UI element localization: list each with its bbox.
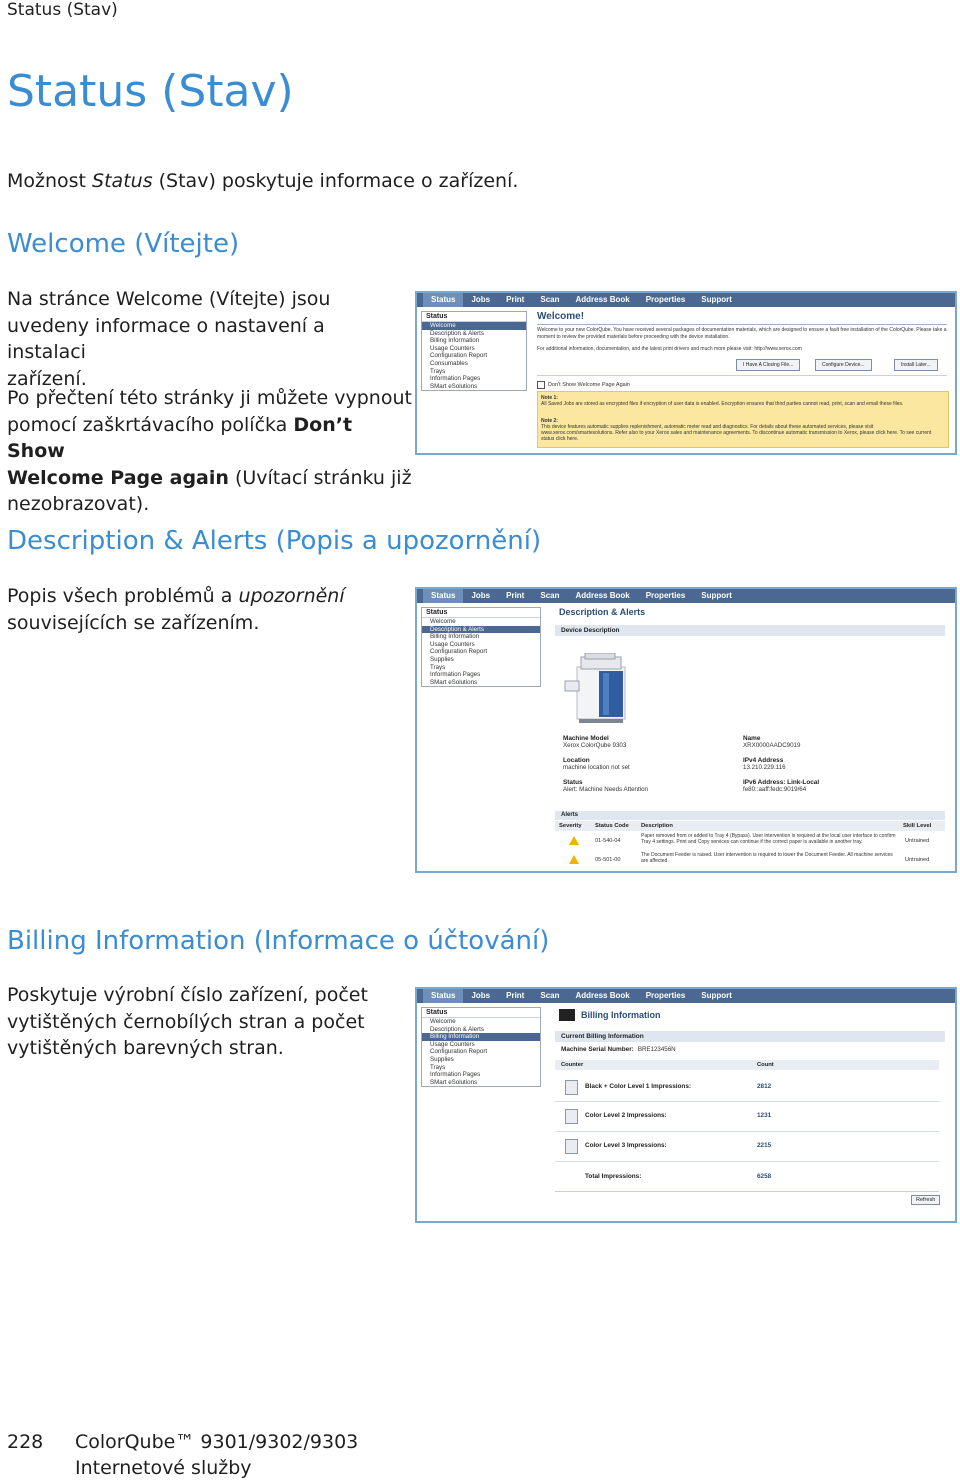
current-billing-band: Current Billing Information	[555, 1031, 945, 1042]
serial-row	[561, 1046, 676, 1054]
col-status-code[interactable]: Status Code	[595, 823, 629, 829]
location-label: Location	[563, 757, 590, 764]
counter-row	[555, 1133, 939, 1162]
counter-row	[555, 1075, 939, 1102]
alert-code: 05-501-00	[595, 857, 621, 863]
ipv4-label: IPv4 Address	[743, 757, 784, 764]
alerts-band: Alerts	[555, 811, 945, 820]
status-value: Alert: Machine Needs Attention	[563, 786, 648, 793]
divider	[537, 324, 947, 325]
billing-content	[555, 1005, 945, 1217]
col-counter: Counter	[561, 1062, 584, 1068]
billing-icon	[559, 1009, 575, 1021]
tab-bar	[417, 589, 955, 603]
nav-item-trays[interactable]: Trays	[430, 1063, 446, 1071]
nav-item-supplies[interactable]: Supplies	[430, 1055, 454, 1063]
machine-model-value: Xerox ColorQube 9303	[563, 742, 627, 749]
counter-value: 1231	[757, 1112, 772, 1119]
tab-scan[interactable]: Scan	[540, 295, 560, 304]
nav-item-description[interactable]: Description & Alerts	[422, 626, 540, 634]
tab-print[interactable]: Print	[506, 991, 525, 1000]
dont-show-checkbox[interactable]	[537, 381, 545, 389]
tab-status[interactable]: Status	[423, 589, 463, 603]
welcome-screenshot	[415, 291, 957, 455]
alert-description: The Document Feeder is raised. User intervention is required to lower the Document Feeder. All machine services are affected.	[641, 852, 893, 864]
dont-show-label: Don't Show Welcome Page Again	[548, 382, 630, 388]
tab-scan[interactable]: Scan	[540, 591, 560, 600]
col-skill-level[interactable]: Skill Level	[903, 823, 932, 829]
counter-icon	[565, 1080, 578, 1095]
ipv6-value: fe80::aaff:fedc:9019/64	[743, 786, 807, 793]
counter-row	[555, 1103, 939, 1132]
description-heading: Description & Alerts (Popis a upozornění)	[7, 526, 542, 556]
serial-value: BRE123456N	[637, 1046, 676, 1053]
warning-icon	[569, 836, 579, 845]
ipv4-value: 13.210.229.116	[743, 764, 786, 771]
billing-heading: Billing Information (Informace o účtování)	[7, 926, 550, 956]
status-nav	[421, 311, 527, 391]
nav-item-welcome[interactable]: Welcome	[422, 322, 526, 330]
note2-text: This device features automatic supplies replenishment, automatic meter read and diagnostics. For details about these automated services, please visit www.xerox.com/smartesolutions. Refer also to your Xerox sales and maintenance agreements. To discontinue automatic transmission to Xerox, please click here. To see current status click here.	[541, 424, 932, 442]
tab-jobs[interactable]: Jobs	[471, 991, 491, 1000]
tab-status[interactable]: Status	[423, 989, 463, 1003]
nav-item-config[interactable]: Configuration Report	[430, 1048, 488, 1056]
note2-title: Note 2:	[541, 418, 558, 424]
welcome-title: Welcome!	[537, 311, 585, 322]
description-content	[555, 603, 945, 867]
status-nav	[421, 607, 541, 687]
device-description-band: Device Description	[555, 625, 945, 636]
nav-item-config[interactable]: Configuration Report	[430, 352, 488, 360]
col-severity[interactable]: Severity	[559, 823, 582, 829]
alert-row	[555, 833, 945, 849]
alert-row	[555, 853, 945, 867]
counter-icon	[565, 1109, 578, 1124]
counter-icon	[565, 1139, 578, 1154]
billing-paragraph: Poskytuje výrobní číslo zařízení, počet vytištěných černobílých stran a počet vytištěných barevných stran.	[7, 984, 368, 1059]
tab-properties[interactable]: Properties	[645, 591, 686, 600]
description-paragraph: Popis všech problémů a upozornění souvisejících se zařízením.	[7, 585, 345, 634]
nav-item-welcome[interactable]: Welcome	[430, 618, 456, 625]
tab-properties[interactable]: Properties	[645, 991, 686, 1000]
divider	[555, 1191, 939, 1192]
description-screenshot	[415, 587, 957, 873]
nav-item-smart[interactable]: SMart eSolutions	[430, 678, 478, 686]
tab-address-book[interactable]: Address Book	[575, 295, 630, 304]
device-fields-right	[743, 735, 933, 794]
install-later-button[interactable]: Install Later...	[894, 359, 938, 371]
closing-file-button[interactable]: I Have A Closing File...	[736, 359, 800, 371]
tab-support[interactable]: Support	[701, 991, 732, 1000]
dont-show-row	[537, 381, 630, 389]
nav-item-welcome[interactable]: Welcome	[430, 1018, 456, 1025]
tab-address-book[interactable]: Address Book	[575, 591, 630, 600]
tab-address-book[interactable]: Address Book	[575, 991, 630, 1000]
welcome-heading: Welcome (Vítejte)	[7, 229, 240, 259]
nav-title: Status	[422, 608, 540, 618]
counter-label: Color Level 3 Impressions:	[585, 1142, 667, 1149]
tab-properties[interactable]: Properties	[645, 295, 686, 304]
col-count: Count	[757, 1062, 774, 1068]
alert-skill: Untrained	[905, 838, 930, 844]
printer-image	[563, 653, 633, 725]
alert-description: Paper removed from or added to Tray 4 (Bypass). User intervention is required at the local user interface to confirm Tray 4 settings. Print and Copy services can continue if the correct paper is available in another tray.	[641, 833, 896, 845]
welcome-paragraph-2: Po přečtení této stránky ji můžete vypnout pomocí zaškrtávacího políčka Don’t Show Welcome Page again (Uvítací stránku již nezobrazovat).	[7, 387, 412, 515]
nav-item-consumables[interactable]: Consumables	[430, 359, 468, 367]
nav-item-description[interactable]: Description & Alerts	[430, 329, 484, 337]
counter-label: Color Level 2 Impressions:	[585, 1112, 667, 1119]
nav-item-usage[interactable]: Usage Counters	[430, 1040, 475, 1048]
tab-jobs[interactable]: Jobs	[471, 295, 491, 304]
device-fields-left	[563, 735, 733, 794]
nav-item-usage[interactable]: Usage Counters	[430, 640, 475, 648]
counter-row-total	[555, 1169, 939, 1189]
alerts-header-row	[555, 821, 945, 831]
counter-label: Total Impressions:	[585, 1173, 642, 1180]
nav-item-trays[interactable]: Trays	[430, 367, 446, 375]
welcome-content	[533, 309, 951, 449]
counter-value: 2215	[757, 1142, 772, 1149]
nav-title: Status	[422, 312, 526, 322]
note1-title: Note 1:	[541, 395, 558, 401]
footer-product: ColorQube™ 9301/9302/9303	[75, 1431, 359, 1453]
nav-item-info-pages[interactable]: Information Pages	[430, 1071, 481, 1079]
nav-item-description[interactable]: Description & Alerts	[430, 1025, 484, 1033]
alert-code: 01-540-04	[595, 838, 621, 844]
configure-device-button[interactable]: Configure Device...	[815, 359, 872, 371]
col-description[interactable]: Description	[641, 823, 673, 829]
nav-item-smart[interactable]: SMart eSolutions	[430, 1078, 478, 1086]
tab-bar	[417, 989, 955, 1003]
description-title: Description & Alerts	[559, 607, 646, 617]
billing-screenshot	[415, 987, 957, 1223]
counter-header-row	[555, 1060, 939, 1070]
location-value: machine location not set	[563, 764, 630, 771]
name-label: Name	[743, 735, 761, 742]
billing-title-row	[559, 1009, 661, 1021]
intro-paragraph: Možnost Status (Stav) poskytuje informace o zařízení.	[7, 170, 519, 192]
ipv6-label: IPv6 Address: Link-Local	[743, 779, 820, 786]
nav-item-info-pages[interactable]: Information Pages	[430, 375, 481, 383]
tab-support[interactable]: Support	[701, 295, 732, 304]
welcome-text: Welcome to your new ColorQube. You have received several packages of documentation materials, which are designed to ensure a fault free installation of the ColorQube. Please take a moment to review the provided materials before proceeding with the device installation.	[537, 327, 947, 340]
tab-print[interactable]: Print	[506, 295, 525, 304]
alert-skill: Untrained	[905, 857, 930, 863]
nav-item-billing[interactable]: Billing Information	[422, 1033, 540, 1041]
billing-title: Billing Information	[581, 1010, 661, 1020]
note1-text: All Saved Jobs are stored as encrypted files if encryption of user data is enabled. Encryption ensures that third parties cannot read, print, scan and email these files.	[541, 401, 904, 407]
divider	[537, 375, 947, 376]
footer-section: Internetové služby	[75, 1457, 252, 1479]
tab-print[interactable]: Print	[506, 591, 525, 600]
welcome-paragraph-1: Na stránce Welcome (Vítejte) jsou uvedeny informace o nastavení a instalaci zařízení.	[7, 288, 331, 390]
welcome-link-text: For additional information, documentation, and the latest print drivers and much more please visit: http://www.xerox.com	[537, 346, 802, 352]
notes-box	[537, 391, 949, 448]
nav-item-usage[interactable]: Usage Counters	[430, 344, 475, 352]
running-head: Status (Stav)	[7, 0, 118, 20]
nav-item-trays[interactable]: Trays	[430, 663, 446, 671]
nav-item-info-pages[interactable]: Information Pages	[430, 671, 481, 679]
counter-label: Black + Color Level 1 Impressions:	[585, 1083, 692, 1090]
counter-value: 2812	[757, 1083, 772, 1090]
page-number: 228	[7, 1431, 44, 1453]
machine-model-label: Machine Model	[563, 735, 609, 742]
tab-jobs[interactable]: Jobs	[471, 591, 491, 600]
serial-label: Machine Serial Number:	[561, 1046, 634, 1053]
status-nav	[421, 1007, 541, 1087]
page-title: Status (Stav)	[7, 66, 294, 117]
tab-scan[interactable]: Scan	[540, 991, 560, 1000]
nav-item-billing[interactable]: Billing Information	[430, 337, 480, 345]
nav-item-smart[interactable]: SMart eSolutions	[430, 382, 478, 390]
nav-item-config[interactable]: Configuration Report	[430, 648, 488, 656]
tab-bar	[417, 293, 955, 307]
tab-support[interactable]: Support	[701, 591, 732, 600]
nav-item-supplies[interactable]: Supplies	[430, 655, 454, 663]
nav-title: Status	[422, 1008, 540, 1018]
warning-icon	[569, 855, 579, 864]
status-label: Status	[563, 779, 583, 786]
refresh-button[interactable]: Refresh	[911, 1195, 940, 1205]
counter-value: 6258	[757, 1173, 772, 1180]
nav-item-billing[interactable]: Billing Information	[430, 633, 480, 641]
tab-status[interactable]: Status	[423, 293, 463, 307]
name-value: XRX0000AADC9019	[743, 742, 801, 749]
